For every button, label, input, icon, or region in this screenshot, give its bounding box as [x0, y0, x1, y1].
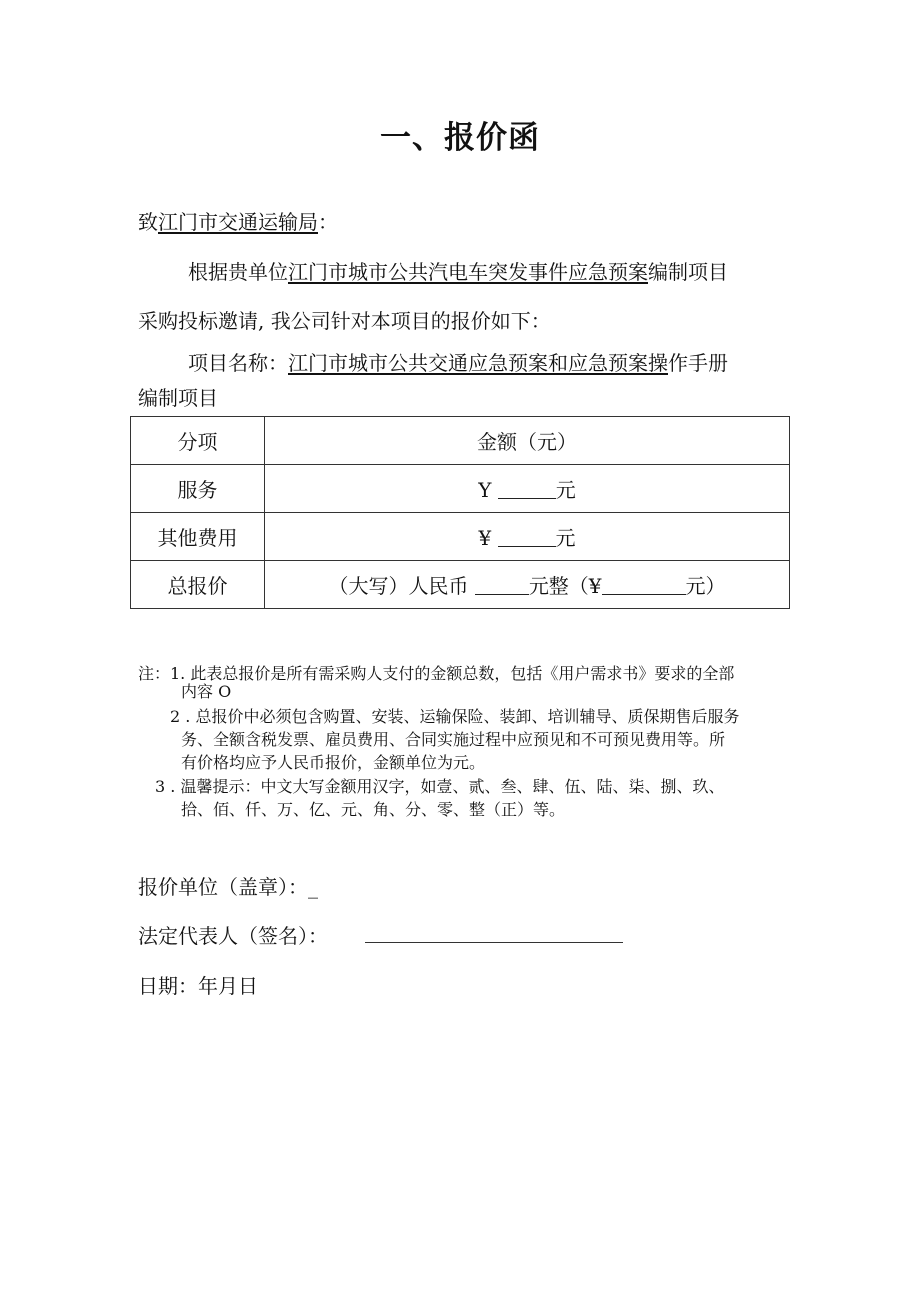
intro-prefix: 根据贵单位: [188, 260, 288, 284]
total-amount: [265, 561, 790, 609]
quote-unit-label: 报价单位（盖章）：_: [138, 875, 318, 899]
project-name-cont: 作手册: [668, 351, 728, 375]
header-amount: 金额（元）: [265, 417, 790, 465]
currency-symbol: Y: [478, 478, 492, 502]
salutation: [138, 206, 338, 235]
row-item: 服务: [131, 465, 265, 513]
table-row: [131, 465, 790, 513]
signature-line[interactable]: [365, 942, 623, 943]
page-title: 一、报价函: [380, 120, 540, 156]
row-amount: [265, 465, 790, 513]
project-line-2: 编制项目: [138, 386, 218, 410]
note-2-line-1: 2 . 总报价中必须包含购置、安装、运输保险、装卸、培训辅导、质保期售后服务: [170, 707, 740, 726]
total-number-blank[interactable]: [602, 576, 686, 595]
table-total-row: [131, 561, 790, 609]
header-item: 分项: [131, 417, 265, 465]
note-1-line-2: 内容 O: [181, 682, 232, 701]
unit: 元: [555, 478, 576, 502]
salutation-suffix: ：: [318, 210, 338, 234]
note-2-line-3: 有价格均应予人民币报价，金额单位为元。: [181, 753, 486, 772]
row-amount: [265, 513, 790, 561]
amount-blank[interactable]: [498, 528, 556, 547]
date-label: 日期：年月日: [138, 974, 258, 998]
total-prefix: （大写）人民币: [328, 574, 469, 598]
total-words-blank[interactable]: [475, 576, 529, 595]
quote-table: [130, 416, 790, 609]
amount-blank[interactable]: [498, 480, 556, 499]
unit: 元: [555, 526, 576, 550]
total-suffix: 元）: [685, 574, 726, 598]
intro-suffix: 编制项目: [648, 260, 728, 284]
note-3-line-2: 拾、佰、仟、万、亿、元、角、分、零、整（正）等。: [181, 800, 566, 819]
table-row: [131, 513, 790, 561]
row-item: 其他费用: [131, 513, 265, 561]
note-2-line-2: 务、全额含税发票、雇员费用、合同实施过程中应预见和不可预见费用等。所: [181, 730, 726, 749]
project-name: 江门市城市公共交通应急预案和应急预案操: [288, 351, 668, 375]
note-1-line-1: 注：1. 此表总报价是所有需采购人支付的金额总数，包括《用户需求书》要求的全部: [138, 664, 735, 683]
currency-symbol: ¥: [478, 526, 492, 550]
intro-line-2: 采购投标邀请, 我公司针对本项目的报价如下：: [138, 309, 551, 333]
intro-project-name: 江门市城市公共汽电车突发事件应急预案: [288, 260, 648, 284]
table-header-row: [131, 417, 790, 465]
intro-line-1: [188, 256, 728, 285]
total-mid: 元整（¥: [528, 574, 602, 598]
legal-rep-label: 法定代表人（签名）：: [138, 924, 328, 948]
note-3-line-1: 3 . 温馨提示：中文大写金额用汉字，如壹、贰、叁、肆、伍、陆、柒、捌、玖、: [155, 777, 725, 796]
salutation-prefix: 致: [138, 210, 158, 234]
recipient: 江门市交通运输局: [158, 210, 318, 234]
total-item: 总报价: [131, 561, 265, 609]
project-label: 项目名称：: [188, 351, 288, 375]
project-line-1: [188, 347, 728, 376]
